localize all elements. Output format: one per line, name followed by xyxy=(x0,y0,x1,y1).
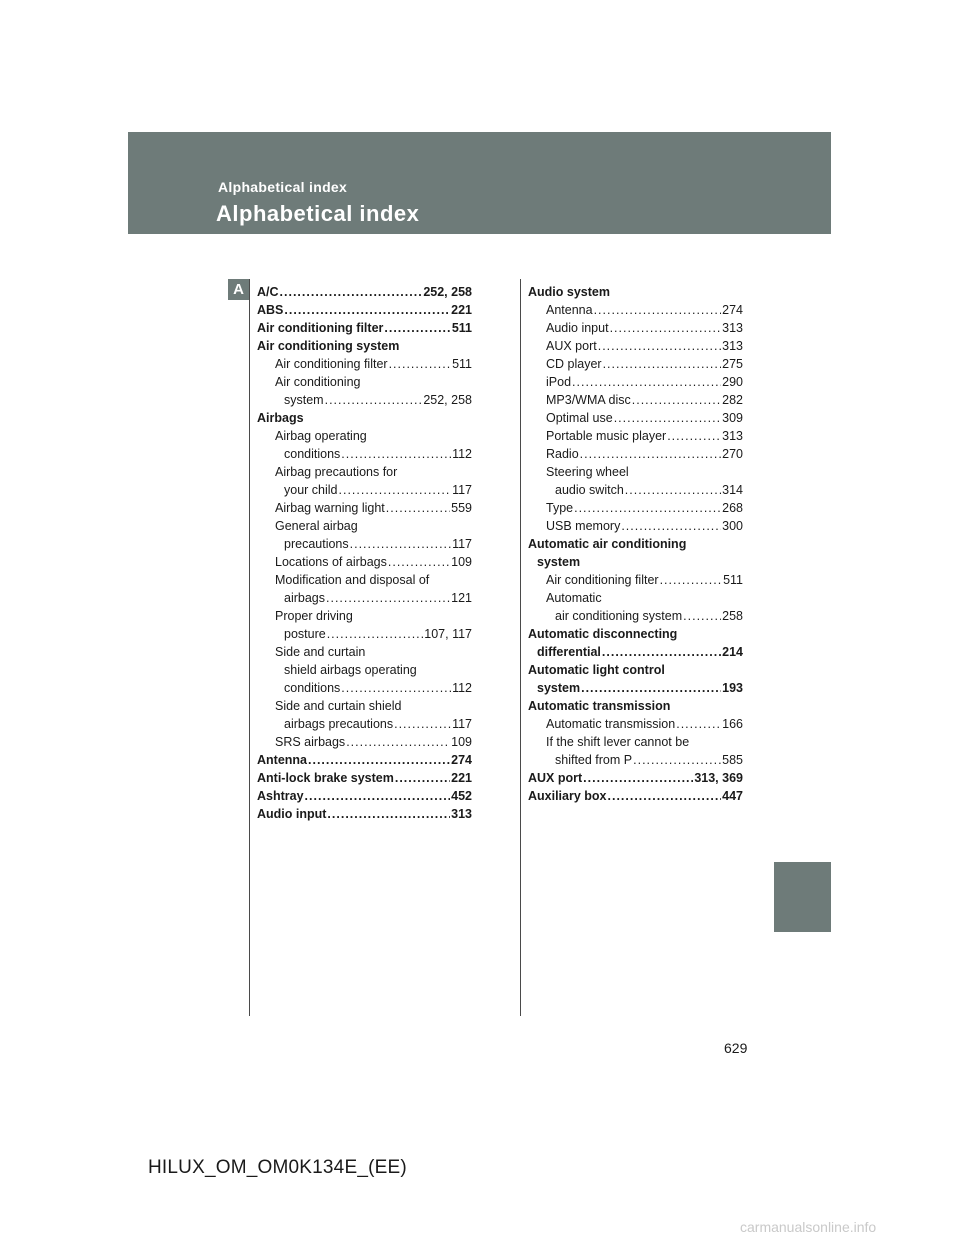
index-entry-term: audio switch xyxy=(555,483,624,497)
index-entry xyxy=(257,643,472,661)
index-entry-term: General airbag xyxy=(275,519,358,533)
index-entry xyxy=(528,787,743,805)
index-entry-term: USB memory xyxy=(546,519,621,533)
index-entry xyxy=(528,337,743,355)
left-column-rule xyxy=(249,279,250,1016)
dot-leader xyxy=(594,301,722,319)
index-entry-term: Automatic disconnecting xyxy=(528,627,678,641)
index-entry-term: Air conditioning filter xyxy=(257,321,384,335)
index-entry-page: 300 xyxy=(722,519,743,533)
index-entry-term: your child xyxy=(284,483,338,497)
index-entry-page: 275 xyxy=(722,357,743,371)
index-entry-page: 107, 117 xyxy=(424,627,472,641)
index-entry xyxy=(257,733,472,751)
dot-leader xyxy=(394,715,451,733)
index-entry xyxy=(528,679,743,697)
index-entry-term: Air conditioning filter xyxy=(546,573,659,587)
dot-leader xyxy=(581,679,721,697)
index-entry-page: 117 xyxy=(452,537,472,551)
dot-leader xyxy=(683,607,721,625)
index-entry-term: Side and curtain shield xyxy=(275,699,402,713)
index-entry-term: Air conditioning xyxy=(275,375,361,389)
dot-leader xyxy=(660,571,723,589)
index-entry xyxy=(528,391,743,409)
index-entry xyxy=(528,643,743,661)
index-column-right xyxy=(528,283,743,805)
index-entry xyxy=(528,589,743,607)
dot-leader xyxy=(574,499,721,517)
index-entry-page: 193 xyxy=(722,681,743,695)
dot-leader xyxy=(580,445,721,463)
index-entry-page: 313 xyxy=(722,429,743,443)
index-entry-page: 109 xyxy=(451,555,472,569)
index-entry-term: If the shift lever cannot be xyxy=(546,735,690,749)
index-entry-term: airbags precautions xyxy=(284,717,394,731)
index-entry-page: 313 xyxy=(451,807,472,821)
index-entry-term: Type xyxy=(546,501,574,515)
index-entry-page: 274 xyxy=(451,753,472,767)
index-entry xyxy=(257,679,472,697)
index-entry xyxy=(528,535,743,553)
index-entry-term: shifted from P xyxy=(555,753,633,767)
index-entry xyxy=(257,517,472,535)
dot-leader xyxy=(325,391,423,409)
index-entry xyxy=(528,553,743,571)
document-code: HILUX_OM_OM0K134E_(EE) xyxy=(148,1157,407,1178)
letter-tab: A xyxy=(228,279,249,300)
index-entry-term: MP3/WMA disc xyxy=(546,393,631,407)
index-entry xyxy=(528,769,743,787)
index-entry xyxy=(257,427,472,445)
index-column-left xyxy=(257,283,472,823)
header-title: Alphabetical index xyxy=(216,201,420,226)
index-entry xyxy=(257,571,472,589)
index-entry-term: Radio xyxy=(546,447,579,461)
index-entry-page: 268 xyxy=(722,501,743,515)
index-entry-term: CD player xyxy=(546,357,602,371)
index-entry xyxy=(528,571,743,589)
index-entry-term: Air conditioning filter xyxy=(275,357,388,371)
index-entry-term: Air conditioning system xyxy=(257,339,400,353)
dot-leader xyxy=(625,481,721,499)
index-entry-term: shield airbags operating xyxy=(284,663,417,677)
index-entry-term: precautions xyxy=(284,537,349,551)
index-entry xyxy=(528,625,743,643)
index-entry-term: differential xyxy=(537,645,601,659)
index-entry xyxy=(257,589,472,607)
index-entry-term: system xyxy=(537,681,581,695)
index-entry xyxy=(257,499,472,517)
dot-leader xyxy=(598,337,721,355)
index-entry-term: Locations of airbags xyxy=(275,555,387,569)
index-entry xyxy=(257,805,472,823)
index-entry-page: 112 xyxy=(452,681,472,695)
index-entry-term: conditions xyxy=(284,681,341,695)
index-entry-term: conditions xyxy=(284,447,341,461)
index-entry-page: 511 xyxy=(451,321,472,335)
index-entry xyxy=(528,355,743,373)
index-entry-term: Ashtray xyxy=(257,789,304,803)
index-entry-term: AUX port xyxy=(546,339,597,353)
dot-leader xyxy=(388,553,450,571)
index-entry-term: system xyxy=(537,555,581,569)
index-entry-term: Side and curtain xyxy=(275,645,366,659)
page-number: 629 xyxy=(724,1040,748,1056)
index-entry-page: 221 xyxy=(451,303,472,317)
dot-leader xyxy=(280,283,423,301)
index-entry-term: Automatic xyxy=(546,591,602,605)
index-entry-page: 112 xyxy=(452,447,472,461)
index-entry xyxy=(528,283,743,301)
index-entry-term: Audio input xyxy=(257,807,327,821)
index-entry-term: Antenna xyxy=(257,753,307,767)
dot-leader xyxy=(633,751,721,769)
index-entry xyxy=(257,661,472,679)
index-entry xyxy=(528,373,743,391)
index-entry xyxy=(257,715,472,733)
dot-leader xyxy=(346,733,450,751)
dot-leader xyxy=(395,769,450,787)
index-entry-page: 221 xyxy=(451,771,472,785)
dot-leader xyxy=(327,625,424,643)
index-entry xyxy=(257,337,472,355)
index-entry xyxy=(257,409,472,427)
dot-leader xyxy=(386,499,450,517)
index-entry xyxy=(257,697,472,715)
dot-leader xyxy=(305,787,451,805)
index-entry xyxy=(257,445,472,463)
dot-leader xyxy=(339,481,452,499)
index-entry xyxy=(528,661,743,679)
index-entry-page: 252, 258 xyxy=(423,393,472,407)
index-entry xyxy=(528,517,743,535)
index-entry xyxy=(528,607,743,625)
dot-leader xyxy=(667,427,721,445)
index-entry-term: Antenna xyxy=(546,303,593,317)
dot-leader xyxy=(608,787,722,805)
thumb-index-tab xyxy=(774,862,831,932)
index-entry-term: Automatic air conditioning xyxy=(528,537,687,551)
index-entry xyxy=(257,625,472,643)
index-entry-term: Auxiliary box xyxy=(528,789,607,803)
dot-leader xyxy=(632,391,721,409)
index-entry-term: system xyxy=(284,393,324,407)
index-entry-term: A/C xyxy=(257,285,279,299)
dot-leader xyxy=(621,517,721,535)
index-entry-term: Steering wheel xyxy=(546,465,629,479)
index-entry xyxy=(528,697,743,715)
index-entry xyxy=(257,391,472,409)
index-entry-page: 274 xyxy=(722,303,743,317)
index-entry-page: 313, 369 xyxy=(694,771,743,785)
index-entry xyxy=(528,319,743,337)
index-entry-page: 252, 258 xyxy=(423,285,472,299)
index-entry-term: Portable music player xyxy=(546,429,667,443)
index-entry xyxy=(257,319,472,337)
index-entry-term: Automatic transmission xyxy=(546,717,676,731)
index-entry-term: iPod xyxy=(546,375,572,389)
watermark: carmanualsonline.info xyxy=(740,1219,877,1235)
dot-leader xyxy=(676,715,721,733)
index-entry-term: Audio system xyxy=(528,285,610,299)
index-entry xyxy=(528,409,743,427)
index-entry-term: AUX port xyxy=(528,771,583,785)
index-entry-page: 309 xyxy=(722,411,743,425)
index-entry xyxy=(528,499,743,517)
index-entry-page: 258 xyxy=(722,609,743,623)
index-entry xyxy=(257,535,472,553)
dot-leader xyxy=(341,679,451,697)
index-entry xyxy=(528,445,743,463)
index-entry xyxy=(257,607,472,625)
section-header xyxy=(128,132,831,234)
index-entry-page: 117 xyxy=(452,483,472,497)
index-entry xyxy=(528,715,743,733)
index-entry-page: 270 xyxy=(722,447,743,461)
dot-leader xyxy=(602,643,721,661)
index-entry-page: 166 xyxy=(722,717,743,731)
index-entry-term: Airbags xyxy=(257,411,304,425)
index-entry xyxy=(528,427,743,445)
index-entry xyxy=(528,463,743,481)
index-entry-term: ABS xyxy=(257,303,284,317)
dot-leader xyxy=(572,373,721,391)
dot-leader xyxy=(350,535,451,553)
index-entry-page: 585 xyxy=(722,753,743,767)
index-entry-page: 452 xyxy=(451,789,472,803)
dot-leader xyxy=(603,355,722,373)
dot-leader xyxy=(308,751,450,769)
index-entry xyxy=(528,751,743,769)
index-entry xyxy=(257,463,472,481)
index-entry-page: 314 xyxy=(722,483,743,497)
index-entry xyxy=(257,769,472,787)
dot-leader xyxy=(583,769,693,787)
index-entry xyxy=(257,481,472,499)
index-entry-term: air conditioning system xyxy=(555,609,683,623)
index-entry-term: airbags xyxy=(284,591,325,605)
index-entry xyxy=(257,301,472,319)
index-entry-page: 313 xyxy=(722,339,743,353)
index-entry xyxy=(528,733,743,751)
header-subtitle: Alphabetical index xyxy=(218,179,348,195)
dot-leader xyxy=(284,301,450,319)
index-entry-term: Anti-lock brake system xyxy=(257,771,394,785)
middle-column-rule xyxy=(520,279,521,1016)
index-entry xyxy=(257,355,472,373)
index-entry-term: Audio input xyxy=(546,321,609,335)
index-entry-term: Proper driving xyxy=(275,609,353,623)
index-entry-page: 559 xyxy=(451,501,472,515)
index-entry xyxy=(257,751,472,769)
index-entry-page: 511 xyxy=(452,357,472,371)
index-entry-page: 447 xyxy=(722,789,743,803)
index-entry-page: 214 xyxy=(722,645,743,659)
dot-leader xyxy=(327,805,450,823)
index-entry-page: 282 xyxy=(722,393,743,407)
index-entry xyxy=(528,481,743,499)
dot-leader xyxy=(341,445,451,463)
index-entry-term: posture xyxy=(284,627,326,641)
index-entry xyxy=(257,373,472,391)
index-entry-term: Modification and disposal of xyxy=(275,573,430,587)
dot-leader xyxy=(610,319,722,337)
index-entry-term: SRS airbags xyxy=(275,735,346,749)
index-entry-page: 109 xyxy=(451,735,472,749)
index-entry-term: Airbag operating xyxy=(275,429,367,443)
dot-leader xyxy=(614,409,721,427)
index-entry-term: Airbag precautions for xyxy=(275,465,398,479)
index-entry-page: 121 xyxy=(451,591,472,605)
index-entry-page: 117 xyxy=(452,717,472,731)
index-entry xyxy=(257,283,472,301)
index-entry-term: Optimal use xyxy=(546,411,613,425)
index-entry xyxy=(257,787,472,805)
index-entry-term: Automatic light control xyxy=(528,663,665,677)
index-entry-page: 511 xyxy=(723,573,743,587)
dot-leader xyxy=(326,589,450,607)
index-entry-term: Airbag warning light xyxy=(275,501,385,515)
dot-leader xyxy=(384,319,450,337)
index-entry-page: 290 xyxy=(722,375,743,389)
index-entry-page: 313 xyxy=(722,321,743,335)
index-entry xyxy=(528,301,743,319)
dot-leader xyxy=(389,355,452,373)
index-entry-term: Automatic transmission xyxy=(528,699,671,713)
index-entry xyxy=(257,553,472,571)
